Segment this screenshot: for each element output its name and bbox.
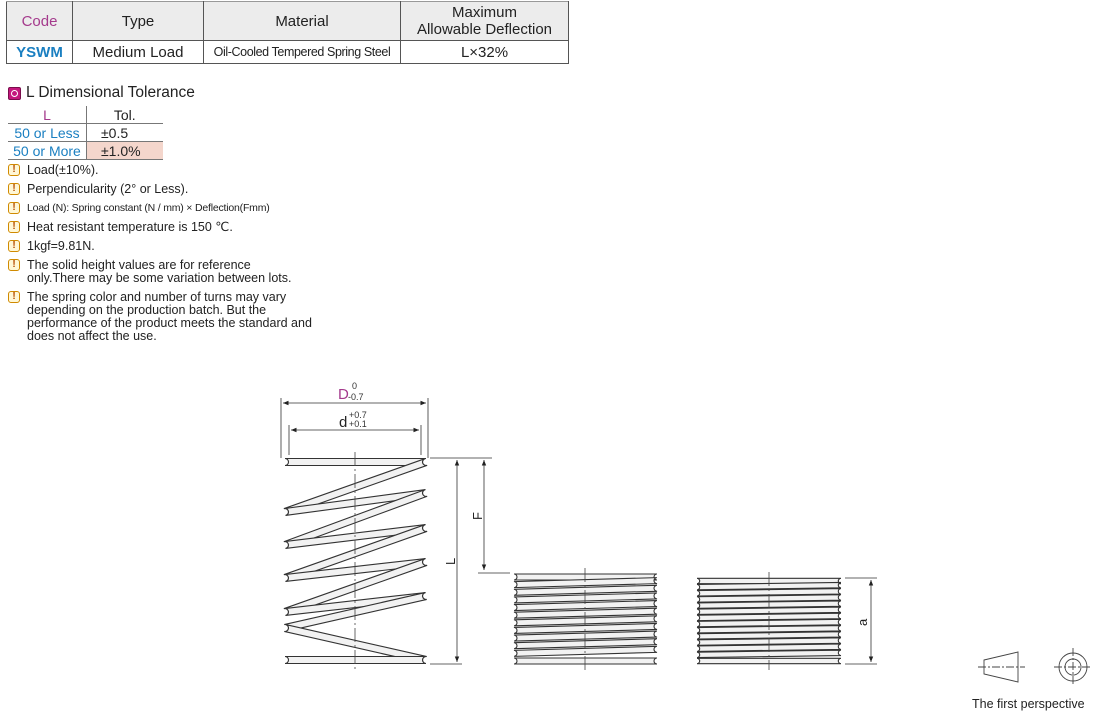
note-text: Perpendicularity (2° or Less).	[27, 182, 189, 196]
dimension-d-label: d	[339, 414, 348, 431]
cell-max-deflection: L×32%	[401, 41, 569, 64]
warning-icon: !	[8, 183, 20, 195]
coil-segment	[285, 459, 426, 466]
coil-segment	[514, 658, 657, 664]
dimension-d-tol-upper: +0.7	[349, 410, 367, 420]
warning-icon: !	[8, 164, 20, 176]
tolerance-row-l: 50 or Less	[8, 124, 87, 142]
coil-segment	[285, 657, 426, 664]
warning-icon: !	[8, 291, 20, 303]
cell-type: Medium Load	[73, 41, 204, 64]
free-spring	[284, 459, 427, 664]
tolerance-header-tol: Tol.	[87, 106, 163, 124]
note-text: Load (N): Spring constant (N / mm) × Deflection(Fmm)	[27, 202, 270, 214]
dimension-F-label: F	[470, 512, 485, 520]
header-max-deflection-line2: Allowable Deflection	[416, 21, 553, 38]
note-text: The spring color and number of turns may vary depending on the production batch. But the performance of the product meets the standard and does not affect the use.	[27, 290, 312, 343]
cell-code: YSWM	[7, 41, 73, 64]
cell-material: Oil-Cooled Tempered Spring Steel	[204, 41, 401, 64]
note-text: Heat resistant temperature is 150 ℃.	[27, 220, 233, 234]
dimension-L-F	[430, 458, 510, 664]
dimension-D-tol-lower: -0.7	[348, 392, 364, 402]
dimension-L-label: L	[443, 557, 458, 565]
warning-icon: !	[8, 240, 20, 252]
header-material: Material	[204, 2, 401, 41]
header-max-deflection-line1: Maximum	[451, 4, 517, 21]
warning-icon: !	[8, 259, 20, 271]
dimension-d-tol-lower: +0.1	[349, 419, 367, 429]
header-type: Type	[73, 2, 204, 41]
dimension-D-label: D	[338, 386, 349, 403]
dimension-D-tol-upper: 0	[352, 381, 358, 391]
dimension-a-label: a	[855, 618, 870, 626]
projection-caption: The first perspective	[972, 697, 1085, 711]
warning-icon: !	[8, 221, 20, 233]
tolerance-title: L Dimensional Tolerance	[26, 84, 195, 101]
note-text: 1kgf=9.81N.	[27, 239, 95, 253]
tolerance-header-l: L	[8, 106, 87, 124]
header-code: Code	[7, 2, 73, 41]
tolerance-row-tol: ±1.0%	[87, 142, 163, 160]
projection-symbol	[978, 648, 1092, 686]
compressed-spring	[514, 574, 657, 664]
warning-icon: !	[8, 202, 20, 214]
note-text: The solid height values are for reference only.There may be some variation between lots.	[27, 258, 292, 285]
tolerance-row-l: 50 or More	[8, 142, 87, 160]
tolerance-row-tol: ±0.5	[87, 124, 163, 142]
note-text: Load(±10%).	[27, 163, 99, 177]
